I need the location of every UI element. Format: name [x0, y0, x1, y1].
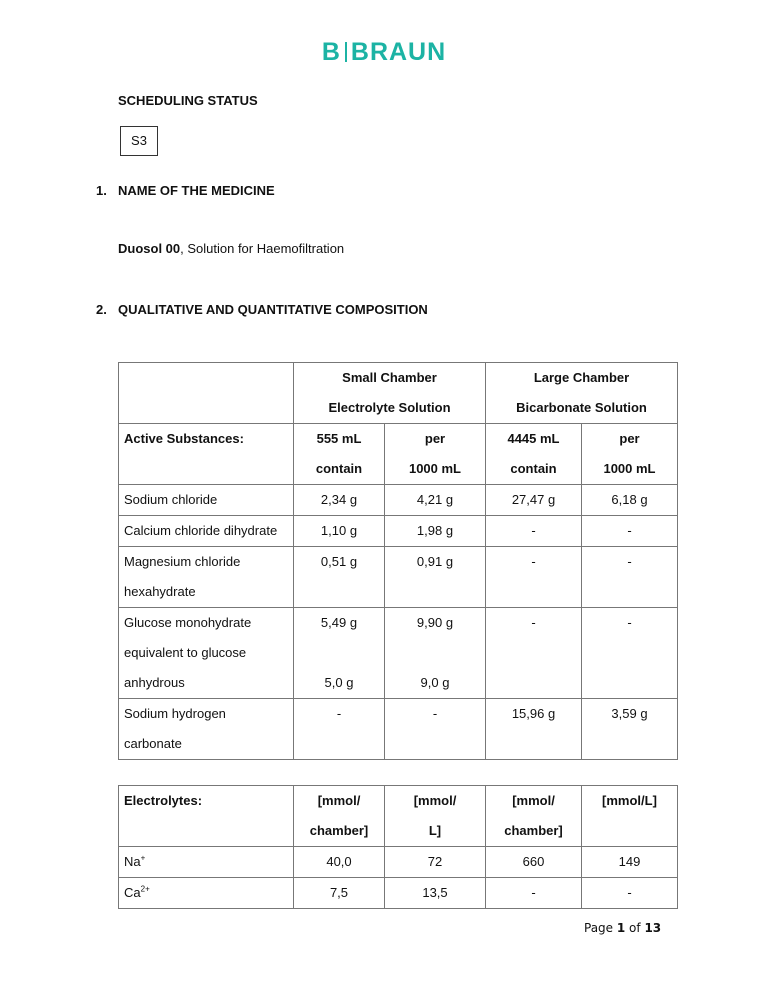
- braun-logo: [0, 38, 768, 67]
- value-cell: 3,59 g: [582, 699, 678, 760]
- value-cell: 9,90 g 9,0 g: [385, 608, 486, 699]
- medicine-description: , Solution for Haemofiltration: [180, 241, 345, 256]
- section-1-number: 1.: [96, 183, 107, 198]
- value-cell: 40,0: [294, 847, 385, 878]
- section-2-number: 2.: [96, 302, 107, 317]
- table-header-empty: [119, 363, 294, 424]
- table-row: [119, 878, 678, 909]
- substance-name: Calcium chloride dihydrate: [119, 516, 294, 547]
- table-header-row: [119, 786, 678, 847]
- medicine-name-line: [118, 241, 344, 256]
- value-cell: -: [294, 699, 385, 760]
- value-cell: -: [486, 547, 582, 608]
- table-row: [119, 547, 678, 608]
- header-mmol-chamber: [mmol/ chamber]: [486, 786, 582, 847]
- value-cell: -: [486, 878, 582, 909]
- value-cell: 72: [385, 847, 486, 878]
- logo-braun: BRAUN: [350, 38, 447, 66]
- value-cell: 13,5: [385, 878, 486, 909]
- medicine-name: Duosol 00: [118, 241, 181, 256]
- large-chamber-header: Large Chamber Bicarbonate Solution: [486, 363, 678, 424]
- logo-b: B: [321, 38, 341, 66]
- page-number: 1: [616, 921, 626, 935]
- value-cell: -: [486, 516, 582, 547]
- section-2-title: QUALITATIVE AND QUANTITATIVE COMPOSITION: [118, 302, 428, 317]
- value-cell: 1,98 g: [385, 516, 486, 547]
- page-footer: Page 1 of 13: [584, 921, 662, 935]
- value-cell: 5,49 g 5,0 g: [294, 608, 385, 699]
- scheduling-status-heading: SCHEDULING STATUS: [118, 93, 258, 108]
- table-row: [119, 485, 678, 516]
- table-row: [119, 847, 678, 878]
- small-chamber-header: Small Chamber Electrolyte Solution: [294, 363, 486, 424]
- value-cell: 7,5: [294, 878, 385, 909]
- table-row: [119, 699, 678, 760]
- substance-name: Glucose monohydrate equivalent to glucose anhydrous: [119, 608, 294, 699]
- substance-name: Magnesium chloride hexahydrate: [119, 547, 294, 608]
- header-mmol-l: [mmol/L]: [582, 786, 678, 847]
- substance-name: Sodium hydrogen carbonate: [119, 699, 294, 760]
- electrolytes-table: [118, 785, 678, 909]
- table-row: [119, 516, 678, 547]
- subhead-large-per: per 1000 mL: [582, 424, 678, 485]
- value-cell: 0,51 g: [294, 547, 385, 608]
- value-cell: 4,21 g: [385, 485, 486, 516]
- page-total: 13: [644, 921, 662, 935]
- value-cell: 0,91 g: [385, 547, 486, 608]
- active-substances-label: Active Substances:: [119, 424, 294, 485]
- value-cell: -: [582, 516, 678, 547]
- value-cell: -: [582, 608, 678, 699]
- header-mmol-chamber: [mmol/ chamber]: [294, 786, 385, 847]
- value-cell: -: [486, 608, 582, 699]
- table-header-row: [119, 363, 678, 424]
- header-mmol-l: [mmol/ L]: [385, 786, 486, 847]
- value-cell: 660: [486, 847, 582, 878]
- value-cell: 15,96 g: [486, 699, 582, 760]
- value-cell: 149: [582, 847, 678, 878]
- ion-name: $Ca^{2+}$: [119, 878, 294, 909]
- subhead-small-contain: 555 mL contain: [294, 424, 385, 485]
- subhead-large-contain: 4445 mL contain: [486, 424, 582, 485]
- substance-name: Sodium chloride: [119, 485, 294, 516]
- section-1-title: NAME OF THE MEDICINE: [118, 183, 275, 198]
- value-cell: 1,10 g: [294, 516, 385, 547]
- subhead-small-per: per 1000 mL: [385, 424, 486, 485]
- value-cell: 2,34 g: [294, 485, 385, 516]
- value-cell: -: [385, 699, 486, 760]
- ion-name: Na+: [119, 847, 294, 878]
- logo-divider: [345, 42, 347, 62]
- value-cell: 27,47 g: [486, 485, 582, 516]
- table-row: [119, 608, 678, 699]
- value-cell: 6,18 g: [582, 485, 678, 516]
- electrolytes-label: Electrolytes:: [119, 786, 294, 847]
- scheduling-status-box: S3: [120, 126, 158, 156]
- value-cell: -: [582, 547, 678, 608]
- value-cell: -: [582, 878, 678, 909]
- table-subheader-row: [119, 424, 678, 485]
- composition-table: [118, 362, 678, 760]
